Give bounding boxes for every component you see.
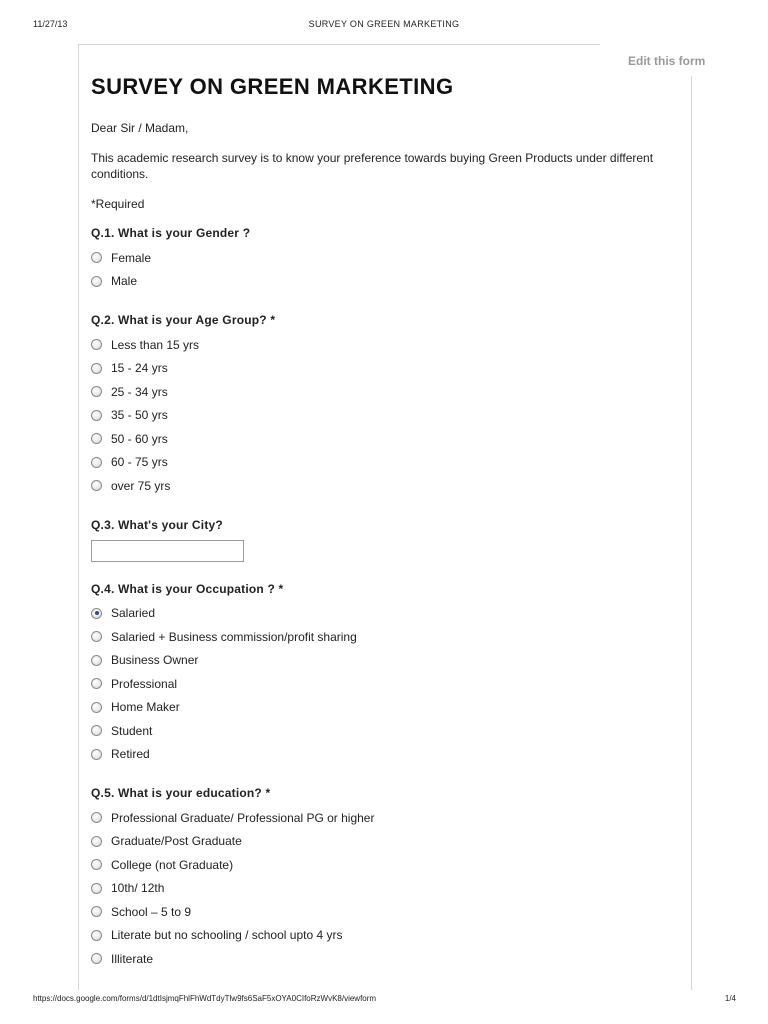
option-age[interactable] — [91, 357, 681, 381]
radio-button[interactable] — [91, 749, 102, 760]
option-label: Female — [111, 250, 152, 265]
page-number: 1/4 — [724, 994, 736, 1003]
radio-button[interactable] — [91, 339, 102, 350]
print-title: SURVEY ON GREEN MARKETING — [308, 19, 460, 29]
print-header — [0, 0, 768, 30]
option-label: Professional — [111, 676, 178, 691]
option-female[interactable] — [91, 246, 681, 270]
question-label: Q.5. What is your education? * — [91, 786, 271, 800]
radio-button[interactable] — [91, 953, 102, 964]
option-education[interactable] — [91, 853, 681, 877]
question-label: Q.4. What is your Occupation ? * — [91, 581, 284, 596]
radio-button[interactable] — [91, 480, 102, 491]
radio-button[interactable] — [91, 883, 102, 894]
question-gender — [91, 226, 681, 293]
radio-button[interactable] — [91, 859, 102, 870]
print-date: 11/27/13 — [33, 19, 68, 29]
option-age[interactable] — [91, 380, 681, 404]
radio-button[interactable] — [91, 386, 102, 397]
edit-form-link[interactable]: Edit this form — [628, 54, 706, 68]
option-occupation[interactable] — [91, 719, 681, 743]
option-label: School – 5 to 9 — [111, 904, 192, 919]
option-occupation[interactable] — [91, 649, 681, 673]
form-title: SURVEY ON GREEN MARKETING — [91, 74, 454, 99]
print-footer — [0, 992, 768, 1012]
radio-button[interactable] — [91, 252, 102, 263]
option-age[interactable] — [91, 404, 681, 428]
radio-button[interactable] — [91, 702, 102, 713]
option-education[interactable] — [91, 877, 681, 901]
option-age[interactable] — [91, 427, 681, 451]
option-age[interactable] — [91, 451, 681, 475]
question-city — [91, 518, 681, 562]
option-occupation[interactable] — [91, 743, 681, 767]
radio-button[interactable] — [91, 906, 102, 917]
radio-button[interactable] — [91, 678, 102, 689]
option-occupation[interactable] — [91, 625, 681, 649]
radio-button[interactable] — [91, 812, 102, 823]
greeting-text: Dear Sir / Madam, — [91, 121, 189, 135]
option-label: Illiterate — [111, 951, 154, 966]
radio-button[interactable] — [91, 276, 102, 287]
option-label: 25 - 34 yrs — [111, 384, 168, 399]
question-label: Q.1. What is your Gender ? — [91, 226, 251, 240]
question-occupation — [91, 582, 681, 767]
radio-button[interactable] — [91, 725, 102, 736]
option-label: Literate but no schooling / school upto 4 yrs — [111, 928, 343, 943]
option-label: 60 - 75 yrs — [111, 455, 168, 470]
option-label: Male — [111, 274, 138, 289]
question-age-group — [91, 313, 681, 498]
option-label: Business Owner — [111, 653, 199, 668]
option-age[interactable] — [91, 333, 681, 357]
option-salaried[interactable] — [91, 602, 681, 626]
radio-button[interactable] — [91, 410, 102, 421]
option-label: 35 - 50 yrs — [111, 408, 168, 423]
option-occupation[interactable] — [91, 672, 681, 696]
option-age[interactable] — [91, 474, 681, 498]
option-occupation[interactable] — [91, 696, 681, 720]
question-label: Q.2. What is your Age Group? * — [91, 313, 276, 327]
option-label: Less than 15 yrs — [111, 337, 200, 352]
survey-form — [91, 74, 681, 991]
option-label: Graduate/Post Graduate — [111, 834, 242, 849]
option-label: over 75 yrs — [111, 478, 171, 493]
form-description: This academic research survey is to know your preference towards buying Green Products under different conditions. — [91, 151, 654, 181]
question-education — [91, 786, 681, 971]
option-education[interactable] — [91, 947, 681, 971]
radio-button[interactable] — [91, 631, 102, 642]
option-label: Salaried — [111, 606, 156, 621]
option-label: Student — [111, 723, 153, 738]
page-url: https://docs.google.com/forms/d/1dtIsjmqFhlFhWdTdyTlw9fs6SaF5xOYA0CIfoRzWvK8/viewform — [33, 994, 377, 1003]
option-label: Retired — [111, 747, 150, 762]
radio-button[interactable] — [91, 433, 102, 444]
form-border-left — [78, 44, 79, 990]
option-education[interactable] — [91, 900, 681, 924]
form-border-top — [78, 44, 600, 45]
option-label: Home Maker — [111, 700, 180, 715]
question-label: Q.3. What's your City? — [91, 517, 223, 532]
option-label: 15 - 24 yrs — [111, 361, 168, 376]
option-label: College (not Graduate) — [111, 857, 234, 872]
radio-button[interactable] — [91, 363, 102, 374]
required-note: *Required — [91, 197, 145, 211]
city-input[interactable] — [91, 540, 244, 562]
option-education[interactable] — [91, 806, 681, 830]
radio-button[interactable] — [91, 457, 102, 468]
option-label: Professional Graduate/ Professional PG or higher — [111, 810, 375, 825]
option-education[interactable] — [91, 924, 681, 948]
radio-button[interactable] — [91, 930, 102, 941]
option-label: 10th/ 12th — [111, 881, 165, 896]
radio-button-checked[interactable] — [91, 608, 102, 619]
radio-button[interactable] — [91, 655, 102, 666]
option-label: 50 - 60 yrs — [111, 431, 168, 446]
option-male[interactable] — [91, 270, 681, 294]
radio-button[interactable] — [91, 836, 102, 847]
option-label: Salaried + Business commission/profit sharing — [111, 629, 357, 644]
form-border-right — [691, 76, 692, 990]
option-education[interactable] — [91, 830, 681, 854]
